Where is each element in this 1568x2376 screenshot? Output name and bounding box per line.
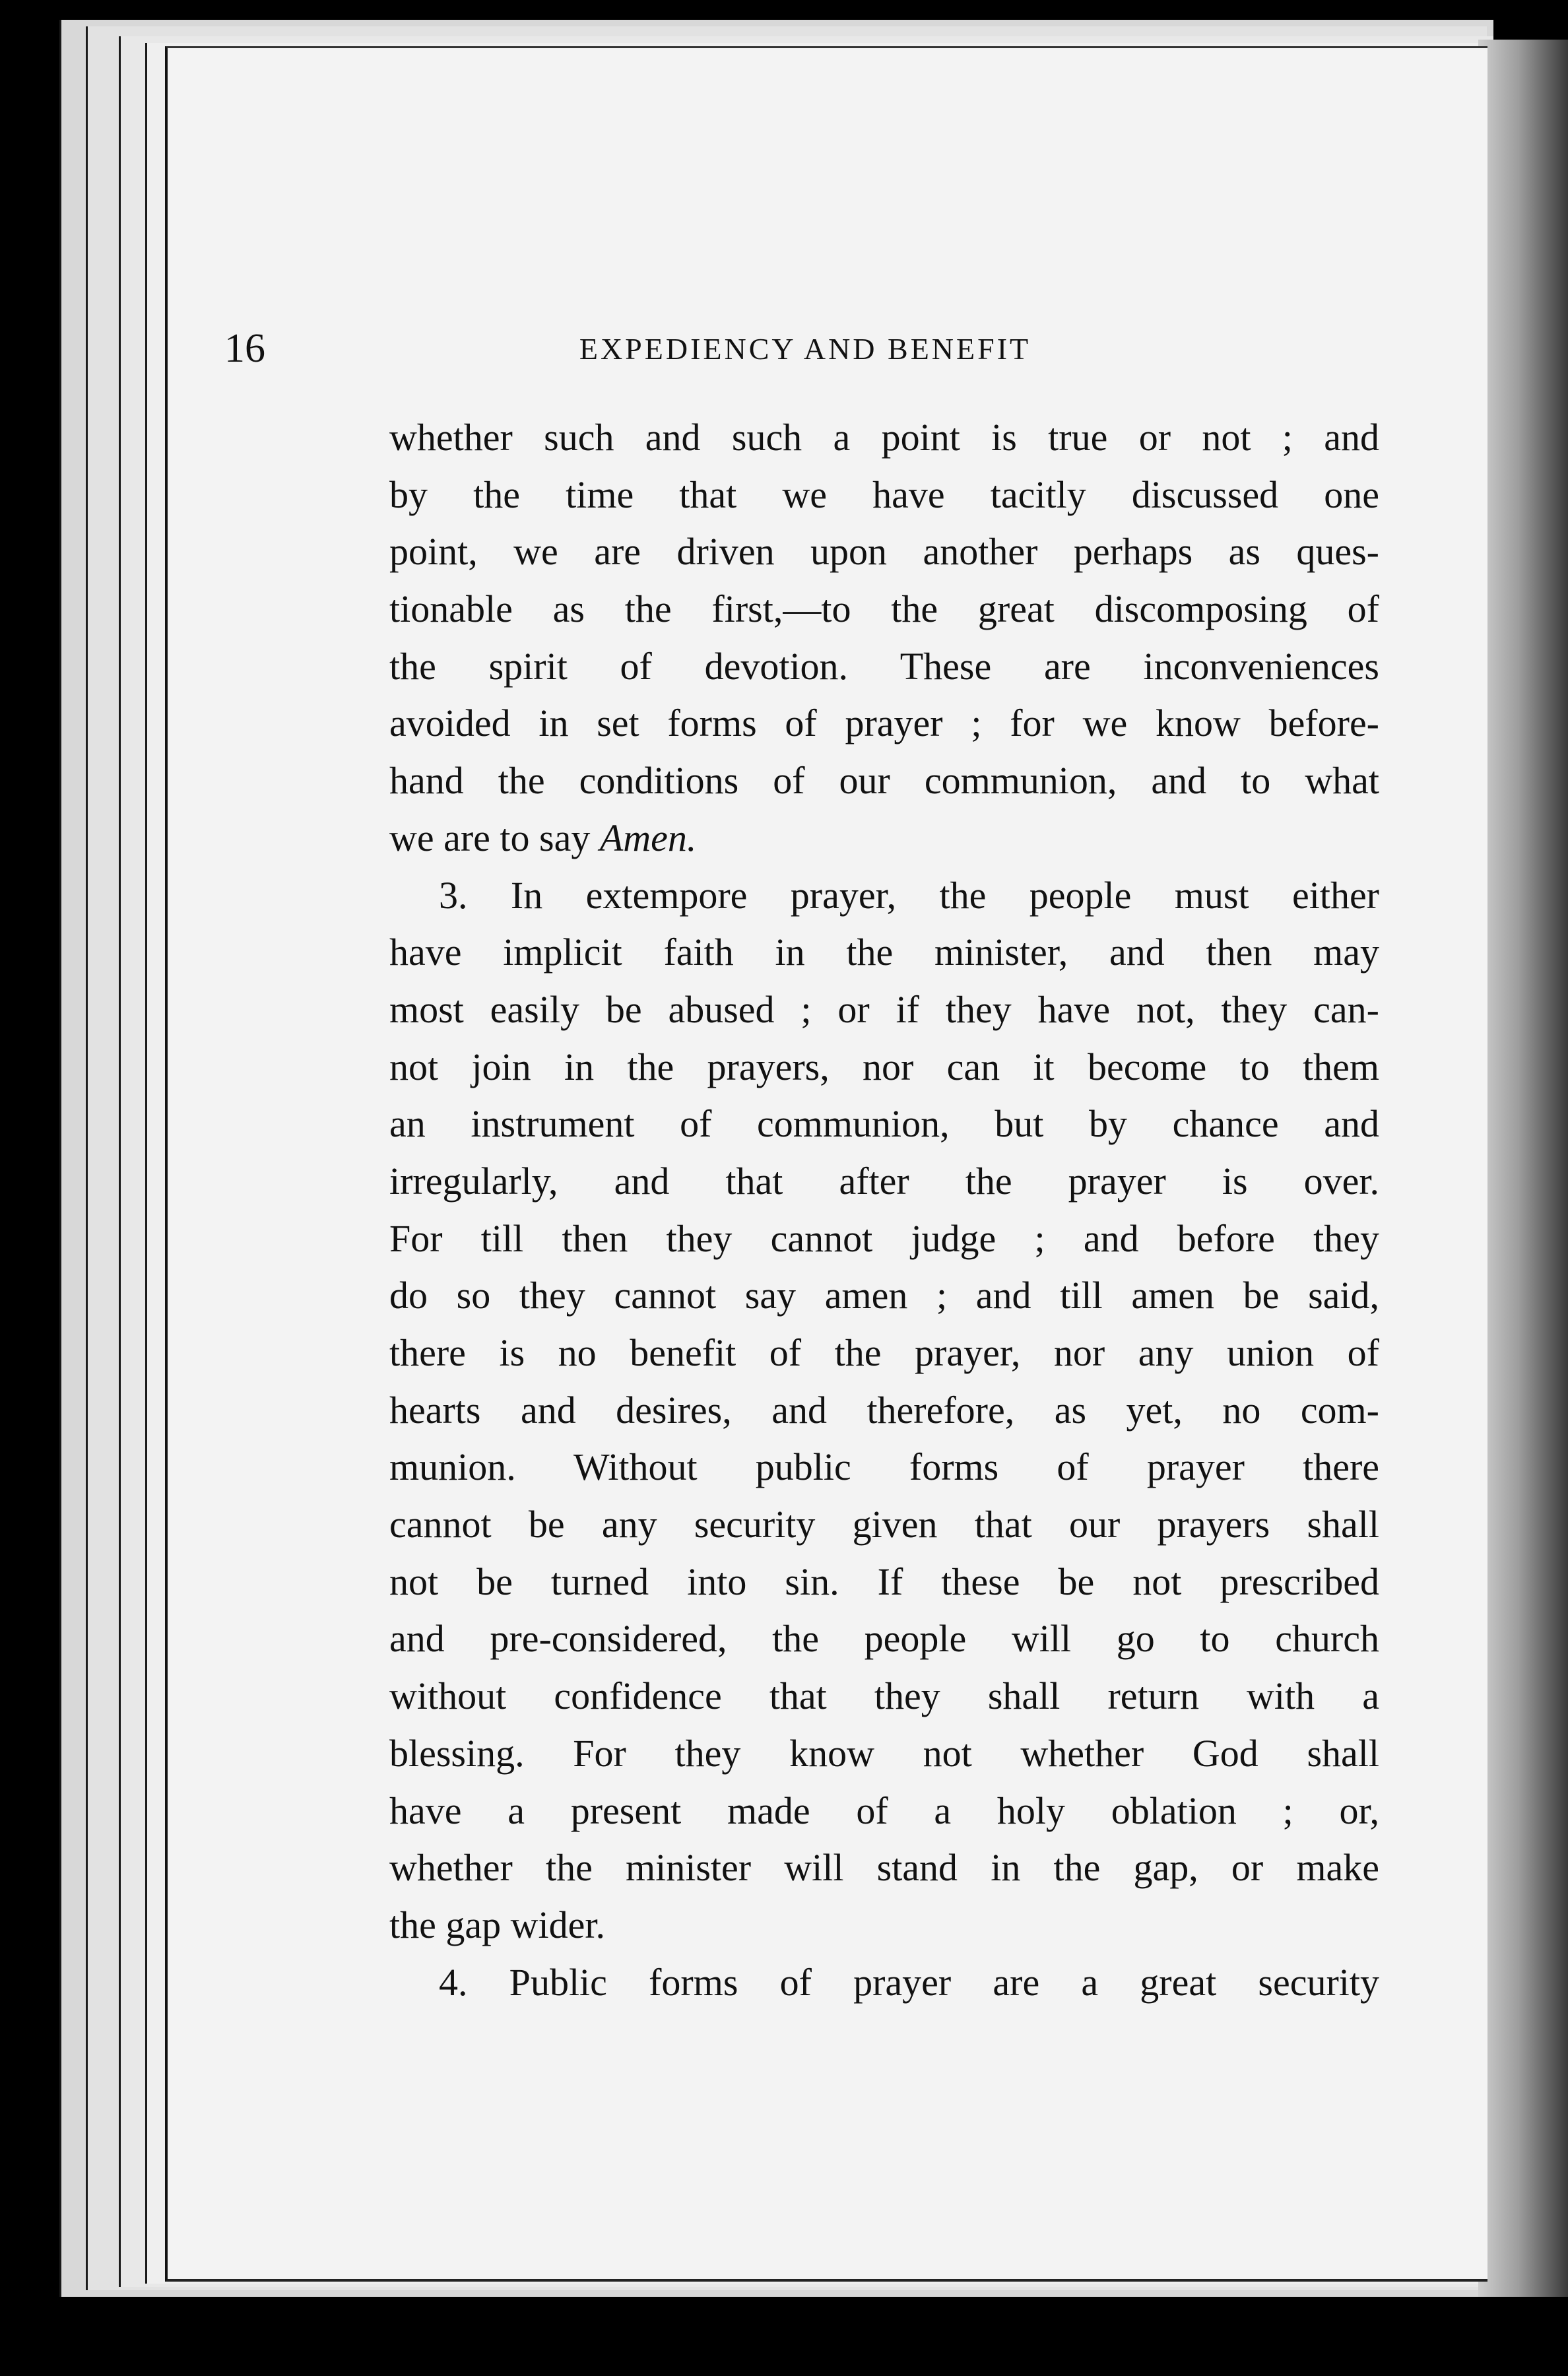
page-number: 16: [224, 326, 265, 371]
italic-word: Amen.: [599, 816, 697, 859]
text-line: blessing. For they know not whether God shall: [389, 1731, 1379, 1775]
text-line: point, we are driven upon another perhaps as ques-: [389, 530, 1379, 574]
text-line: [389, 810, 1379, 867]
text-line: whether the minister will stand in the gap, or make: [389, 1846, 1379, 1890]
text-line: and pre-considered, the people will go to church: [389, 1617, 1379, 1661]
text-line: the gap wider.: [389, 1903, 605, 1946]
body-text: [389, 409, 1379, 2011]
text-line: not join in the prayers, nor can it become to them: [389, 1045, 1379, 1088]
text-line: avoided in set forms of prayer ; for we know before-: [389, 702, 1379, 745]
text-line: by the time that we have tacitly discussed one: [389, 473, 1379, 516]
running-head: EXPEDIENCY AND BENEFIT: [579, 332, 1031, 366]
text-line: irregularly, and that after the prayer is over.: [389, 1159, 1379, 1203]
text-line: hearts and desires, and therefore, as yet, no com-: [389, 1388, 1379, 1432]
text-line: hand the conditions of our communion, and to what: [389, 759, 1379, 803]
text-line: most easily be abused ; or if they have not, they can-: [389, 987, 1379, 1031]
text-line: munion. Without public forms of prayer there: [389, 1445, 1379, 1489]
text-line: For till then they cannot judge ; and before they: [389, 1216, 1379, 1260]
paragraph-start-line: 4. Public forms of prayer are a great security: [439, 1960, 1379, 2004]
text-line: have implicit faith in the minister, and then may: [389, 931, 1379, 974]
paragraph-start-line: 3. In extempore prayer, the people must either: [439, 873, 1379, 917]
text-line: the spirit of devotion. These are inconveniences: [389, 644, 1379, 688]
text-line: do so they cannot say amen ; and till amen be said,: [389, 1274, 1379, 1317]
text-line: without confidence that they shall return with a: [389, 1674, 1379, 1718]
text-line: tionable as the first,—to the great discomposing of: [389, 587, 1379, 631]
text-fragment: we are to say: [389, 816, 591, 859]
text-line: not be turned into sin. If these be not prescribed: [389, 1560, 1379, 1603]
next-page-edge: [1478, 40, 1568, 2297]
text-line: an instrument of communion, but by chance and: [389, 1102, 1379, 1146]
page-header: [224, 315, 1386, 381]
text-line: whether such and such a point is true or not ; and: [389, 416, 1379, 459]
text-line: cannot be any security given that our prayers shall: [389, 1503, 1379, 1546]
text-line: have a present made of a holy oblation ; or,: [389, 1789, 1379, 1832]
text-line: there is no benefit of the prayer, nor any union of: [389, 1331, 1379, 1374]
